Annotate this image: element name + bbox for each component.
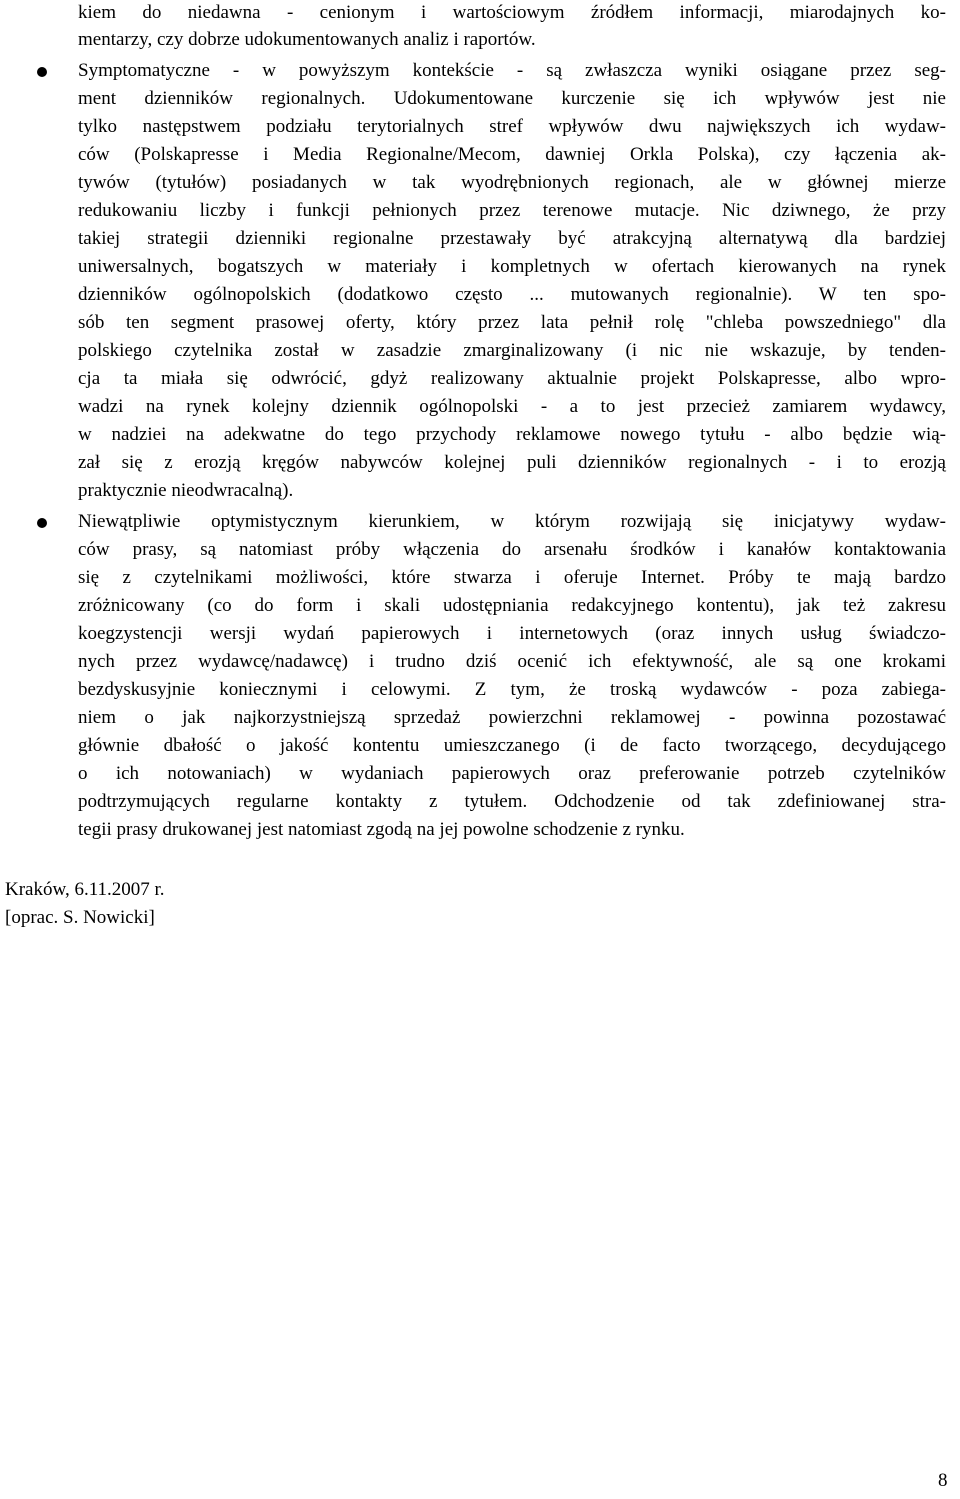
bullet-2-line: bezdyskusyjnie koniecznymi i celowymi. Z tym, że troską wydawców - poza zabiega- (78, 679, 946, 700)
place-date: Kraków, 6.11.2007 r. (5, 879, 165, 900)
bullet-2-line: głównie dbałość o jakość kontentu umieszczanego (i de facto tworzącego, decydującego (78, 735, 946, 756)
bullet-1-line: polskiego czytelnika został w zasadzie zmarginalizowany (i nic nie wskazuje, by tenden- (78, 340, 946, 361)
bullet-1-line: ców (Polskapresse i Media Regionalne/Mecom, dawniej Orkla Polska), czy łączenia ak- (78, 144, 946, 165)
bullet-icon (37, 518, 47, 528)
bullet-1-line: praktycznie nieodwracalną). (78, 480, 294, 501)
bullet-1-line: redukowaniu liczby i funkcji pełnionych przez terenowe mutacje. Nic dziwnego, że przy (78, 200, 946, 221)
bullet-2-line: podtrzymujących regularne kontakty z tytułem. Odchodzenie od tak zdefiniowanej stra- (78, 791, 946, 812)
page-number: 8 (938, 1470, 948, 1491)
bullet-1-line: zał się z erozją kręgów nabywców kolejnej puli dzienników regionalnych - i to erozją (78, 452, 946, 473)
intro-line: mentarzy, czy dobrze udokumentowanych analiz i raportów. (78, 29, 536, 50)
bullet-2-line: koegzystencji wersji wydań papierowych i internetowych (oraz innych usług świadczo- (78, 623, 946, 644)
bullet-2-line: tegii prasy drukowanej jest natomiast zgodą na jej powolne schodzenie z rynku. (78, 819, 685, 840)
bullet-1-line: tylko następstwem podziału terytorialnych stref wpływów dwu największych ich wydaw- (78, 116, 946, 137)
bullet-1-line: uniwersalnych, bogatszych w materiały i kompletnych w ofertach kierowanych na rynek (78, 256, 946, 277)
bullet-1-line: Symptomatyczne - w powyższym kontekście - są zwłaszcza wyniki osiągane przez seg- (78, 60, 946, 81)
bullet-1-line: dzienników ogólnopolskich (dodatkowo często ... mutowanych regionalnie). W ten spo- (78, 284, 946, 305)
bullet-1-line: wadzi na rynek kolejny dziennik ogólnopolski - a to jest przecież zamiarem wydawcy, (78, 396, 946, 417)
bullet-2-line: o ich notowaniach) w wydaniach papierowych oraz preferowanie potrzeb czytelników (78, 763, 946, 784)
author-credit: [oprac. S. Nowicki] (5, 907, 155, 928)
bullet-2-line: zróżnicowany (co do form i skali udostępniania redakcyjnego kontentu), jak też zakresu (78, 595, 946, 616)
bullet-2-line: nych przez wydawcę/nadawcę) i trudno dziś ocenić ich efektywność, ale są one krokami (78, 651, 946, 672)
bullet-2-line: się z czytelnikami możliwości, które stwarza i oferuje Internet. Próby te mają bardzo (78, 567, 946, 588)
bullet-1-line: w nadziei na adekwatne do tego przychody reklamowe nowego tytułu - albo będzie wią- (78, 424, 946, 445)
bullet-1-line: takiej strategii dzienniki regionalne przestawały być atrakcyjną alternatywą dla bardziej (78, 228, 946, 249)
bullet-1-line: ment dzienników regionalnych. Udokumentowane kurczenie się ich wpływów jest nie (78, 88, 946, 109)
bullet-1-line: tywów (tytułów) posiadanych w tak wyodrębnionych regionach, ale w głównej mierze (78, 172, 946, 193)
intro-line: kiem do niedawna - cenionym i wartościowym źródłem informacji, miarodajnych ko- (78, 2, 946, 23)
bullet-2-line: niem o jak najkorzystniejszą sprzedaż powierzchni reklamowej - powinna pozostawać (78, 707, 946, 728)
bullet-2-line: Niewątpliwie optymistycznym kierunkiem, w którym rozwijają się inicjatywy wydaw- (78, 511, 946, 532)
bullet-1-line: sób ten segment prasowej oferty, który przez lata pełnił rolę "chleba powszedniego" dla (78, 312, 946, 333)
bullet-icon (37, 67, 47, 77)
bullet-2-line: ców prasy, są natomiast próby włączenia do arsenału środków i kanałów kontaktowania (78, 539, 946, 560)
bullet-1-line: cja ta miała się odwrócić, gdyż realizowany aktualnie projekt Polskapresse, albo wpro- (78, 368, 946, 389)
